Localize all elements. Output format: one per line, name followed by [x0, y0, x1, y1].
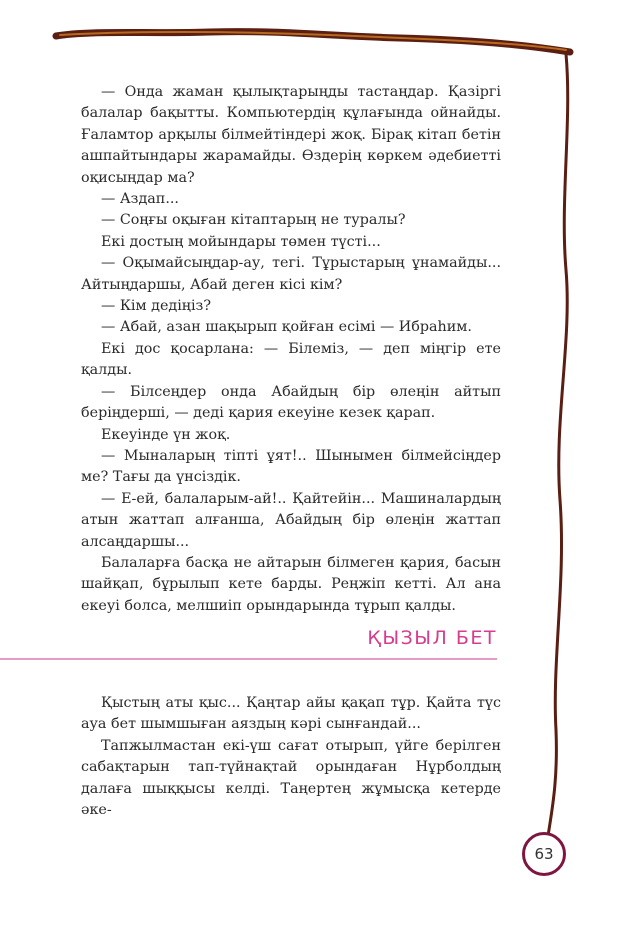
paragraph: — Білсеңдер онда Абайдың бір өлеңін айтып беріңдерші, — деді қария екеуіне кезек қарап.: [81, 383, 501, 422]
section-title: ҚЫЗЫЛ БЕТ: [367, 627, 497, 649]
paragraph: — Кім дедіңіз?: [101, 298, 211, 315]
paragraph: Қыстың аты қыс... Қаңтар айы қақап тұр. Қайта түс ауа бет шымшыған аяздың кәрі сынғандай...: [81, 695, 501, 733]
paragraph: — Онда жаман қылықтарыңды тастаңдар. Қазіргі балалар бақытты. Компьютердің құлағында ойнайды. Ғаламтор арқылы білмейтіндері жоқ. Бірақ кітап бетін ашпайтындары жарамайды. Өздерің көркем әдебиетті оқисыңдар ма?: [81, 84, 501, 186]
page-number: 63: [522, 832, 566, 876]
paragraph: Балаларға басқа не айтарын білмеген қария, басын шайқап, бұрылып кете барды. Реңжіп кетті. Ал ана екеуі болса, мелшиіп орындарында тұрып қалды.: [81, 554, 501, 614]
paragraph: — Мыналарың тіпті ұят!.. Шынымен білмейсіңдер ме? Тағы да үнсіздік.: [81, 447, 501, 486]
paragraph: — Оқымайсыңдар-ау, тегі. Тұрыстарың ұнамайды... Айтыңдаршы, Абай деген кісі кім?: [81, 255, 501, 293]
paragraph: Екі достың мойындары төмен түсті...: [101, 233, 381, 250]
section-text-block: [81, 693, 501, 821]
paragraph: — Аздап...: [101, 191, 179, 208]
top-brush-stroke: [56, 32, 570, 52]
paragraph: — Е-ей, балаларым-ай!.. Қайтейін... Машиналардың атын жаттап алғанша, Абайдың бір өлеңін жаттап алсаңдаршы...: [81, 490, 501, 550]
top-brush-highlight: [60, 32, 566, 50]
paragraph: — Соңғы оқыған кітаптарың не туралы?: [101, 212, 406, 229]
paragraph: Екі дос қосарлана: — Білеміз, — деп міңгір ете қалды.: [81, 340, 501, 379]
section-divider: [0, 658, 497, 660]
main-text-block: [81, 82, 501, 617]
right-brush-stroke: [548, 54, 568, 836]
paragraph: Тапжылмастан екі-үш сағат отырып, үйге берілген сабақтарын тап-түйнақтай орындаған Нұрболдың далаға шыққысы келді. Таңертең жұмысқа кетерде әке-: [81, 737, 501, 819]
paragraph: Екеуінде үн жоқ.: [101, 426, 231, 443]
paragraph: — Абай, азан шақырып қойған есімі — Ибраһим.: [101, 319, 472, 336]
